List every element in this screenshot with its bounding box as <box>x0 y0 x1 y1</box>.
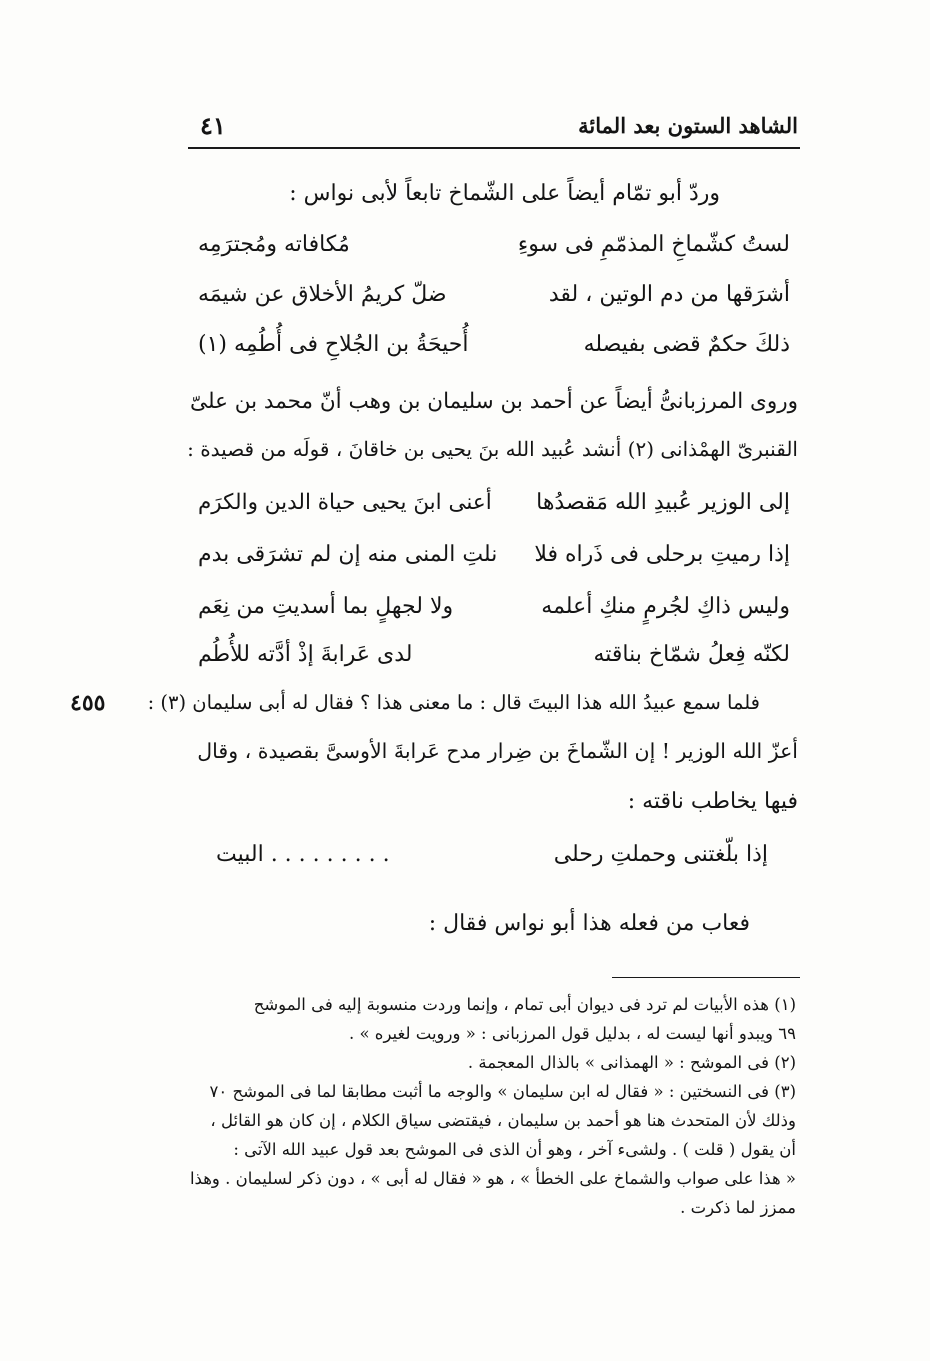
header-rule <box>188 147 800 149</box>
verse-line <box>188 332 800 372</box>
footnote-line: (٢) فى الموشح : « الهمذانى » بالذال المعجمة . <box>467 1053 796 1072</box>
verse-second-hemistich: أُحيحَةُ بن الجُلاحِ فى أُطُمِه (١) <box>198 332 469 357</box>
footnotes <box>188 990 796 1222</box>
footnote-line: « هذا على صواب والشماخ على الخطأ » ، هو « فقال له أبى » ، دون ذكر لسليمان . وهذا <box>189 1169 796 1188</box>
verse-first-hemistich: لكنّه فِعلُ شمّاخ بناقته <box>593 642 790 667</box>
verse-second-hemistich: . . . . . . . . . البيت <box>216 842 390 867</box>
footnote-separator <box>612 977 800 978</box>
verse-second-hemistich: لدى عَرابةَ إذْ أدَّته للأُطُم <box>198 642 413 667</box>
verse-line <box>188 642 800 682</box>
verse-line <box>188 542 800 582</box>
verse-first-hemistich: أشرَقها من دم الوتين ، لقد <box>548 282 790 307</box>
footnote-line: ممزز لما ذكرت . <box>680 1198 796 1217</box>
page-number: ٤١ <box>200 111 226 140</box>
verse-second-hemistich: أعنى ابنَ يحيى حياة الدين والكرَم <box>198 490 492 515</box>
margin-page-reference: ٤٥٥ <box>70 690 106 716</box>
verse-second-hemistich: نلتِ المنى منه إن لم تشرَقى بدم <box>198 542 498 567</box>
verse-first-hemistich: إلى الوزير عُبيدِ الله مَقصدُها <box>536 490 790 515</box>
verse-second-hemistich: ضلّ كريمُ الأخلاق عن شيمَه <box>198 282 447 307</box>
verse-line <box>188 842 800 882</box>
paragraph-line: القنبرىّ الهمْذانى (٢) أنشد عُبيد الله بنَ يحيى بن خاقانَ ، قولَه من قصيدة : <box>187 437 798 461</box>
verse-line <box>188 490 800 530</box>
verse-second-hemistich: مُكافاته ومُجترَمِه <box>198 232 350 257</box>
verse-first-hemistich: إذا رميتِ برحلى فى ذَراه فلا <box>534 542 790 567</box>
running-header-title: الشاهد الستون بعد المائة <box>578 113 798 138</box>
paragraph-line: فلما سمع عبيدُ الله هذا البيتَ قال : ما معنى هذا ؟ فقال له أبى سليمان (٣) : <box>147 691 760 714</box>
footnote-line: وذلك لأن المتحدث هنا هو أحمد بن سليمان ، فيقتضى سياق الكلام ، إن كان هو القائل ، <box>210 1111 796 1130</box>
footnote-line: أن يقول ( قلت ) . ولشىء آخر ، وهو أن الذى فى الموشح بعد قول عبيد الله الآتى : <box>233 1140 796 1159</box>
verse-first-hemistich: إذا بلّغتنى وحملتِ رحلى <box>553 842 768 867</box>
footnote-line: ٦٩ ويبدو أنها ليست له ، بدليل قول المرزبانى : « ورويت لغيره » . <box>348 1024 796 1043</box>
intro-line: وردّ أبو تمّام أيضاً على الشّماخ تابعاً لأبى نواس : <box>289 181 720 206</box>
paragraph-line: فيها يخاطب ناقته : <box>627 789 798 814</box>
paragraph-line: أعزّ الله الوزير ! إن الشّماخَ بن ضِرار مدح عَرابةَ الأوسىَّ بقصيدة ، وقال <box>197 739 798 763</box>
verse-first-hemistich: لستُ كشّماخِ المذمّمِ فى سوءِ <box>517 232 790 257</box>
paragraph-line: وروى المرزبانىُّ أيضاً عن أحمد بن سليمان بن وهب أنّ محمد بن علىّ <box>190 389 798 414</box>
verse-line <box>188 232 800 272</box>
footnote-line: (٣) فى النسختين : « فقال له ابن سليمان » والوجه ما أثبت مطابقا لما فى الموشح ٧٠ <box>209 1082 796 1101</box>
verse-first-hemistich: وليس ذاكِ لجُرمٍ منكِ أعلمه <box>541 594 790 619</box>
paragraph-line: فعاب من فعله هذا أبو نواس فقال : <box>428 911 750 936</box>
verse-first-hemistich: ذلكَ حكمٌ قضى بفيصله <box>583 332 790 357</box>
verse-second-hemistich: ولا لجهلٍ بما أسديتِ من نِعَم <box>198 594 454 619</box>
verse-line <box>188 594 800 634</box>
footnote-line: (١) هذه الأبيات لم ترد فى ديوان أبى تمام ، وإنما وردت منسوبة إليه فى الموشح <box>253 995 796 1014</box>
verse-line <box>188 282 800 322</box>
